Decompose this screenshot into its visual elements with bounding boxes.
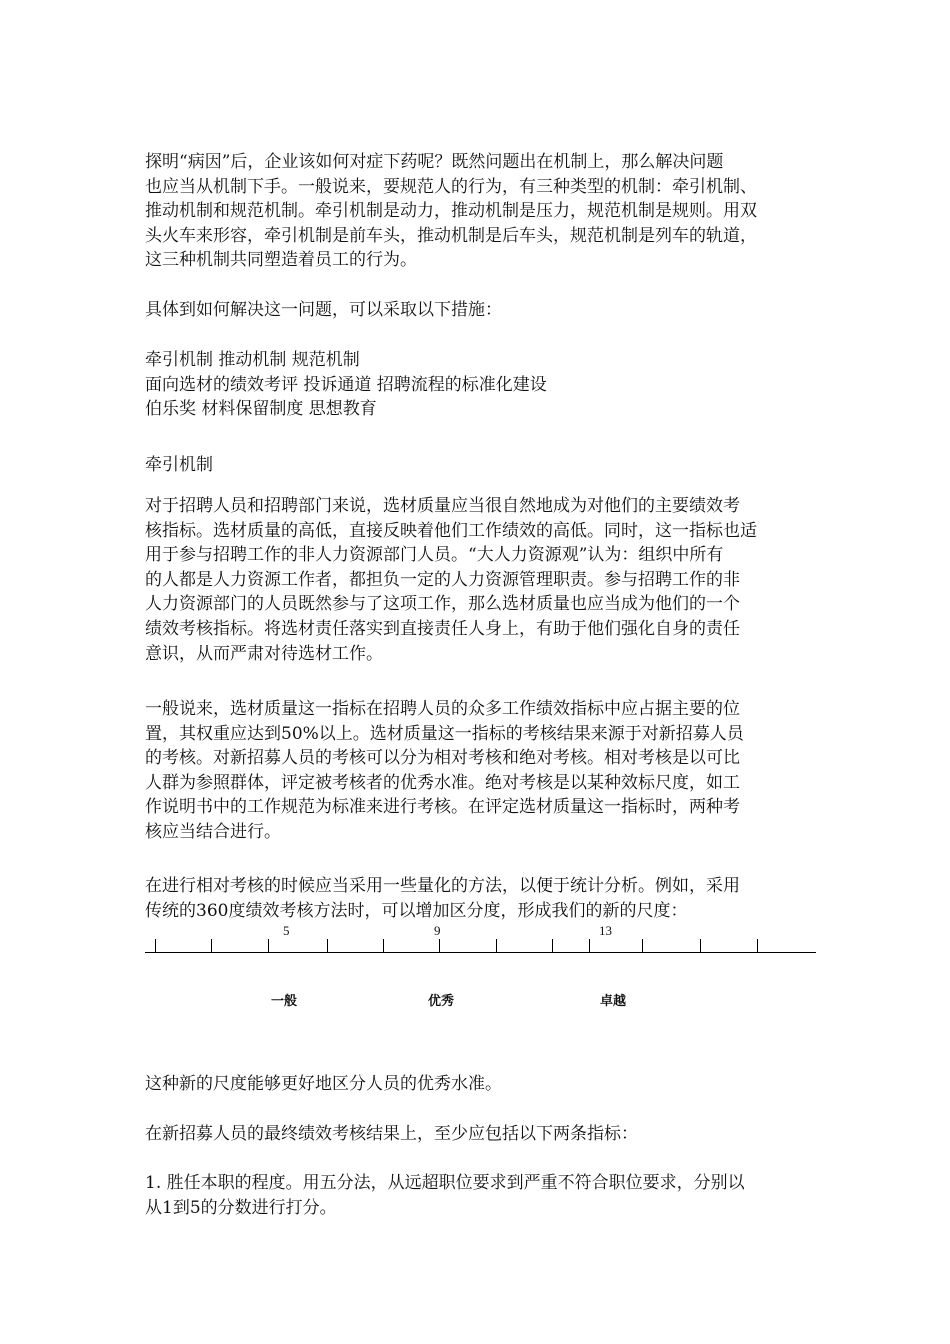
scale-tick: [642, 939, 643, 952]
scale-tick: [155, 939, 156, 952]
scale-tick: [496, 939, 497, 952]
scale-tick: [211, 939, 212, 952]
paragraph-selection-quality: 对于招聘人员和招聘部门来说，选材质量应当很自然地成为对他们的主要绩效考 核指标。选材质量的高低，直接反映着他们工作绩效的高低。同时，这一指标也适 用于参与招聘工作的非人力资源部门人员。“大人力资源观”认为：组织中所有 的人都是人力资源工作者，都担负一定的人力资源管理职责。参与招聘工作的非 人力资源部门的人员既然参与了这项工作，那么选材质量也应当成为他们的一个 绩效考核指标。将选材责任落实到直接责任人身上，有助于他们强化自身的责任 意识，从而严肃对待选材工作。: [145, 496, 757, 664]
scale-tick: [383, 939, 384, 952]
section-heading-traction: 牵引机制: [145, 455, 213, 475]
paragraph-measures-intro: 具体到如何解决这一问题，可以采取以下措施：: [145, 300, 502, 320]
scale-tick: [268, 939, 269, 952]
list-item-competence: 1. 胜任本职的程度。用五分法，从远超职位要求到严重不符合职位要求，分别以 从1到5的分数进行打分。: [145, 1173, 745, 1218]
scale-tick: [552, 939, 553, 952]
mechanism-measures-table: 牵引机制 推动机制 规范机制 面向选材的绩效考评 投诉通道 招聘流程的标准化建设 伯乐奖 材料保留制度 思想教育: [145, 350, 547, 420]
scale-number-9: 9: [434, 923, 441, 938]
scale-level-average: 一般: [271, 994, 298, 1009]
paragraph-weight: 一般说来，选材质量这一指标在招聘人员的众多工作绩效指标中应占据主要的位 置，其权重应达到50%以上。选材质量这一指标的考核结果来源于对新招募人员 的考核。对新招募人员的考核可以分为相对考核和绝对考核。相对考核是以可比 人群为参照群体，评定被考核者的优秀水准。绝对考核是以某种效标尺度，如工 作说明书中的工作规范为标准来进行考核。在评定选材质量这一指标时，两种考 核应当结合进行。: [145, 699, 744, 842]
scale-number-13: 13: [599, 923, 612, 938]
scale-tick: [700, 939, 701, 952]
scale-axis-line: [145, 952, 816, 953]
paragraph-relative-assessment: 在进行相对考核的时候应当采用一些量化的方法，以便于统计分析。例如，采用 传统的360度绩效考核方法时，可以增加区分度，形成我们的新的尺度：: [145, 876, 740, 921]
paragraph-new-scale: 这种新的尺度能够更好地区分人员的优秀水准。: [145, 1074, 502, 1094]
scale-tick: [757, 939, 758, 952]
scale-tick: [439, 939, 440, 952]
paragraph-final-indicators: 在新招募人员的最终绩效考核结果上，至少应包括以下两条指标：: [145, 1124, 638, 1144]
scale-level-outstanding: 卓越: [600, 994, 627, 1009]
paragraph-mechanisms-intro: 探明“病因”后，企业该如何对症下药呢？既然问题出在机制上，那么解决问题 也应当从机制下手。一般说来，要规范人的行为，有三种类型的机制：牵引机制、 推动机制和规范机制。牵引机制是动力，推动机制是压力，规范机制是规则。用双 头火车来形容，牵引机制是前车头，推动机制是后车头，规范机制是列车的轨道， 这三种机制共同塑造着员工的行为。: [145, 152, 757, 271]
scale-number-5: 5: [283, 923, 290, 938]
scale-level-excellent: 优秀: [428, 994, 455, 1009]
scale-tick: [327, 939, 328, 952]
scale-tick: [589, 939, 590, 952]
